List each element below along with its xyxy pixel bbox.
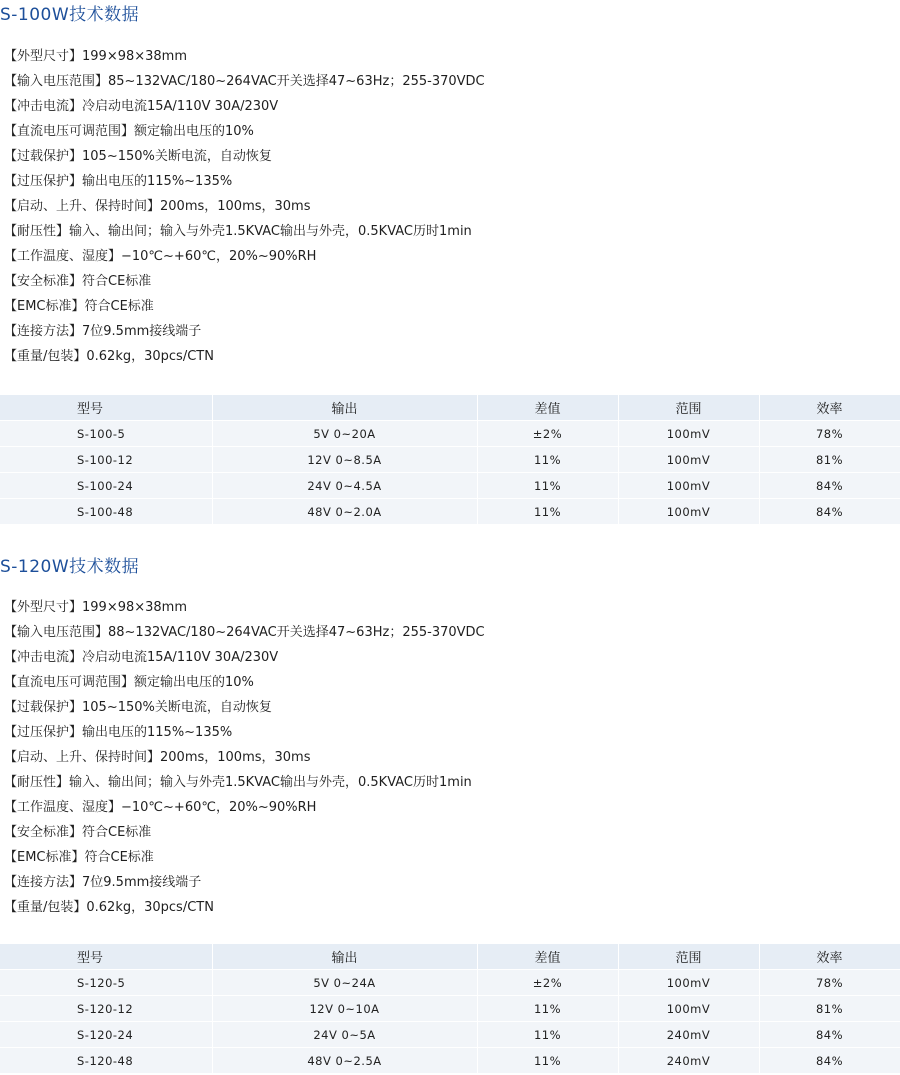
cell-output: 5V 0~24A: [212, 970, 477, 996]
table-row: [0, 499, 900, 525]
cell-range: 100mV: [618, 447, 759, 473]
header-efficiency: 效率: [759, 395, 900, 421]
cell-tolerance: ±2%: [477, 421, 618, 447]
header-output: 输出: [212, 944, 477, 970]
spec-line: 【冲击电流】冷启动电流15A/110V 30A/230V: [4, 650, 279, 665]
header-model: 型号: [0, 395, 212, 421]
spec-line: 【冲击电流】冷启动电流15A/110V 30A/230V: [4, 99, 279, 114]
table-row: [0, 473, 900, 499]
section-title: S-100W技术数据: [0, 5, 140, 25]
spec-line: 【安全标准】符合CE标准: [4, 274, 152, 289]
cell-efficiency: 84%: [759, 1048, 900, 1074]
spec-line: 【工作温度、湿度】−10℃~+60℃，20%~90%RH: [4, 249, 317, 264]
spec-line: 【耐压性】输入、输出间；输入与外壳1.5KVAC输出与外壳，0.5KVAC历时1min: [4, 224, 472, 239]
table-row: [0, 1022, 900, 1048]
table-row: [0, 447, 900, 473]
table-header-row: [0, 395, 900, 421]
spec-line: 【直流电压可调范围】额定输出电压的10%: [4, 675, 254, 690]
cell-model: S-100-24: [0, 473, 212, 499]
cell-tolerance: 11%: [477, 499, 618, 525]
spec-line: 【重量/包装】0.62kg，30pcs/CTN: [4, 349, 214, 364]
header-efficiency: 效率: [759, 944, 900, 970]
cell-tolerance: ±2%: [477, 970, 618, 996]
spec-line: 【启动、上升、保持时间】200ms，100ms，30ms: [4, 750, 311, 765]
spec-line: 【重量/包装】0.62kg，30pcs/CTN: [4, 900, 214, 915]
spec-line: 【连接方法】7位9.5mm接线端子: [4, 324, 202, 339]
spec-list: [4, 595, 485, 920]
spec-line: 【输入电压范围】88~132VAC/180~264VAC开关选择47~63Hz；255-370VDC: [4, 625, 485, 640]
spec-line: 【EMC标准】符合CE标准: [4, 299, 154, 314]
spec-line: 【直流电压可调范围】额定输出电压的10%: [4, 124, 254, 139]
spec-list: [4, 44, 485, 369]
cell-range: 100mV: [618, 473, 759, 499]
cell-efficiency: 84%: [759, 499, 900, 525]
cell-output: 12V 0~10A: [212, 996, 477, 1022]
header-range: 范围: [618, 944, 759, 970]
spec-line: 【输入电压范围】85~132VAC/180~264VAC开关选择47~63Hz；255-370VDC: [4, 74, 485, 89]
header-model: 型号: [0, 944, 212, 970]
table-header-row: [0, 944, 900, 970]
cell-model: S-100-12: [0, 447, 212, 473]
cell-tolerance: 11%: [477, 473, 618, 499]
spec-line: 【耐压性】输入、输出间；输入与外壳1.5KVAC输出与外壳，0.5KVAC历时1min: [4, 775, 472, 790]
cell-tolerance: 11%: [477, 1022, 618, 1048]
section-title: S-120W技术数据: [0, 557, 140, 577]
table-row: [0, 421, 900, 447]
spec-table: [0, 395, 900, 525]
spec-line: 【安全标准】符合CE标准: [4, 825, 152, 840]
cell-efficiency: 78%: [759, 421, 900, 447]
cell-model: S-120-24: [0, 1022, 212, 1048]
cell-output: 48V 0~2.5A: [212, 1048, 477, 1074]
spec-line: 【EMC标准】符合CE标准: [4, 850, 154, 865]
cell-output: 12V 0~8.5A: [212, 447, 477, 473]
header-tolerance: 差值: [477, 395, 618, 421]
cell-range: 100mV: [618, 996, 759, 1022]
cell-range: 240mV: [618, 1048, 759, 1074]
spec-line: 【过压保护】输出电压的115%~135%: [4, 725, 233, 740]
cell-efficiency: 78%: [759, 970, 900, 996]
cell-model: S-100-48: [0, 499, 212, 525]
cell-model: S-120-5: [0, 970, 212, 996]
spec-line: 【启动、上升、保持时间】200ms，100ms，30ms: [4, 199, 311, 214]
spec-line: 【过载保护】105~150%关断电流，自动恢复: [4, 700, 272, 715]
cell-output: 24V 0~5A: [212, 1022, 477, 1048]
cell-model: S-120-12: [0, 996, 212, 1022]
spec-line: 【外型尺寸】199×98×38mm: [4, 49, 188, 64]
cell-efficiency: 84%: [759, 473, 900, 499]
cell-model: S-120-48: [0, 1048, 212, 1074]
cell-range: 100mV: [618, 970, 759, 996]
spec-line: 【过压保护】输出电压的115%~135%: [4, 174, 233, 189]
header-tolerance: 差值: [477, 944, 618, 970]
cell-output: 5V 0~20A: [212, 421, 477, 447]
spec-line: 【外型尺寸】199×98×38mm: [4, 600, 188, 615]
cell-range: 240mV: [618, 1022, 759, 1048]
cell-range: 100mV: [618, 421, 759, 447]
header-range: 范围: [618, 395, 759, 421]
table-row: [0, 970, 900, 996]
cell-output: 48V 0~2.0A: [212, 499, 477, 525]
cell-tolerance: 11%: [477, 447, 618, 473]
spec-line: 【过载保护】105~150%关断电流，自动恢复: [4, 149, 272, 164]
cell-model: S-100-5: [0, 421, 212, 447]
cell-tolerance: 11%: [477, 996, 618, 1022]
header-output: 输出: [212, 395, 477, 421]
cell-efficiency: 81%: [759, 996, 900, 1022]
cell-output: 24V 0~4.5A: [212, 473, 477, 499]
table-row: [0, 996, 900, 1022]
cell-efficiency: 81%: [759, 447, 900, 473]
cell-efficiency: 84%: [759, 1022, 900, 1048]
spec-table: [0, 944, 900, 1074]
spec-line: 【连接方法】7位9.5mm接线端子: [4, 875, 202, 890]
cell-tolerance: 11%: [477, 1048, 618, 1074]
spec-line: 【工作温度、湿度】−10℃~+60℃，20%~90%RH: [4, 800, 317, 815]
table-row: [0, 1048, 900, 1074]
cell-range: 100mV: [618, 499, 759, 525]
